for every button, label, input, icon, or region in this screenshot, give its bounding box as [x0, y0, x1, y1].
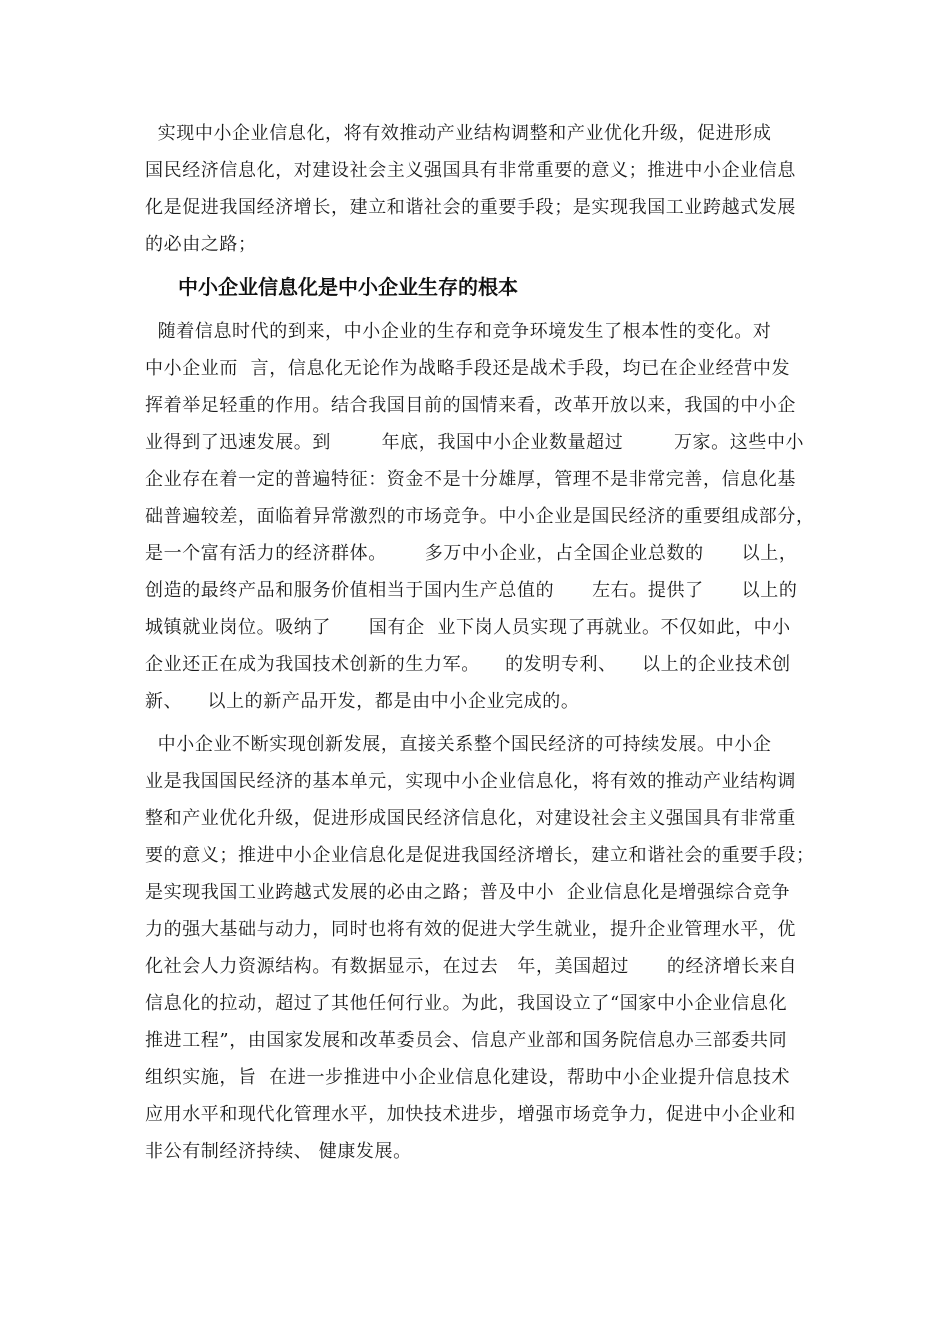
paragraph-line: 的必由之路；	[145, 234, 257, 255]
paragraph-line: 是实现我国工业跨越式发展的必由之路；普及中小 企业信息化是增强综合竞争	[145, 882, 791, 903]
paragraph-line: 信息化的拉动，超过了其他任何行业。为此，我国设立了“国家中小企业信息化	[145, 993, 788, 1014]
paragraph-line: 化是促进我国经济增长，建立和谐社会的重要手段；是实现我国工业跨越式发展	[145, 197, 796, 218]
paragraph-line: 国民经济信息化，对建设社会主义强国具有非常重要的意义；推进中小企业信息	[145, 160, 796, 181]
paragraph-line: 业是我国国民经济的基本单元，实现中小企业信息化，将有效的推动产业结构调	[145, 771, 796, 792]
paragraph-line: 应用水平和现代化管理水平，加快技术进步，增强市场竞争力，促进中小企业和	[145, 1104, 796, 1125]
paragraph-line: 业得到了迅速发展。到 年底，我国中小企业数量超过 万家。这些中小	[145, 432, 805, 453]
paragraph-line: 创造的最终产品和服务价值相当于国内生产总值的 左右。提供了 以上的	[145, 580, 798, 601]
paragraph-line: 随着信息时代的到来，中小企业的生存和竞争环境发生了根本性的变化。对	[145, 321, 772, 342]
paragraph-line: 非公有制经济持续、 健康发展。	[145, 1141, 412, 1162]
paragraph-line: 组织实施，旨 在进一步推进中小企业信息化建设，帮助中小企业提升信息技术	[145, 1067, 791, 1088]
paragraph-line: 新、 以上的新产品开发，都是由中小企业完成的。	[145, 691, 580, 712]
paragraph-line: 要的意义；推进中小企业信息化是促进我国经济增长，建立和谐社会的重要手段；	[145, 845, 815, 866]
paragraph-line: 础普遍较差，面临着异常激烈的市场竞争。中小企业是国民经济的重要组成部分，	[145, 506, 815, 527]
paragraph-line: 城镇就业岗位。吸纳了 国有企 业下岗人员实现了再就业。不仅如此，中小	[145, 617, 791, 638]
paragraph-line: 中小企业而 言，信息化无论作为战略手段还是战术手段，均已在企业经营中发	[145, 358, 791, 379]
section-heading: 中小企业信息化是中小企业生存的根本	[178, 275, 518, 299]
paragraph-line: 企业还正在成为我国技术创新的生力军。 的发明专利、 以上的企业技术创	[145, 654, 791, 675]
paragraph-line: 化社会人力资源结构。有数据显示，在过去 年，美国超过 的经济增长来自	[145, 956, 798, 977]
paragraph-line: 是一个富有活力的经济群体。 多万中小企业，占全国企业总数的 以上，	[145, 543, 798, 564]
paragraph-line: 挥着举足轻重的作用。结合我国目前的国情来看，改革开放以来，我国的中小企	[145, 395, 796, 416]
paragraph-line: 实现中小企业信息化，将有效推动产业结构调整和产业优化升级，促进形成	[145, 123, 772, 144]
paragraph-line: 推进工程”，由国家发展和改革委员会、信息产业部和国务院信息办三部委共同	[145, 1030, 788, 1051]
paragraph-line: 整和产业优化升级，促进形成国民经济信息化，对建设社会主义强国具有非常重	[145, 808, 796, 829]
paragraph-line: 企业存在着一定的普遍特征：资金不是十分雄厚，管理不是非常完善，信息化基	[145, 469, 796, 490]
paragraph-line: 力的强大基础与动力，同时也将有效的促进大学生就业，提升企业管理水平，优	[145, 919, 796, 940]
paragraph-line: 中小企业不断实现创新发展，直接关系整个国民经济的可持续发展。中小企	[145, 734, 772, 755]
